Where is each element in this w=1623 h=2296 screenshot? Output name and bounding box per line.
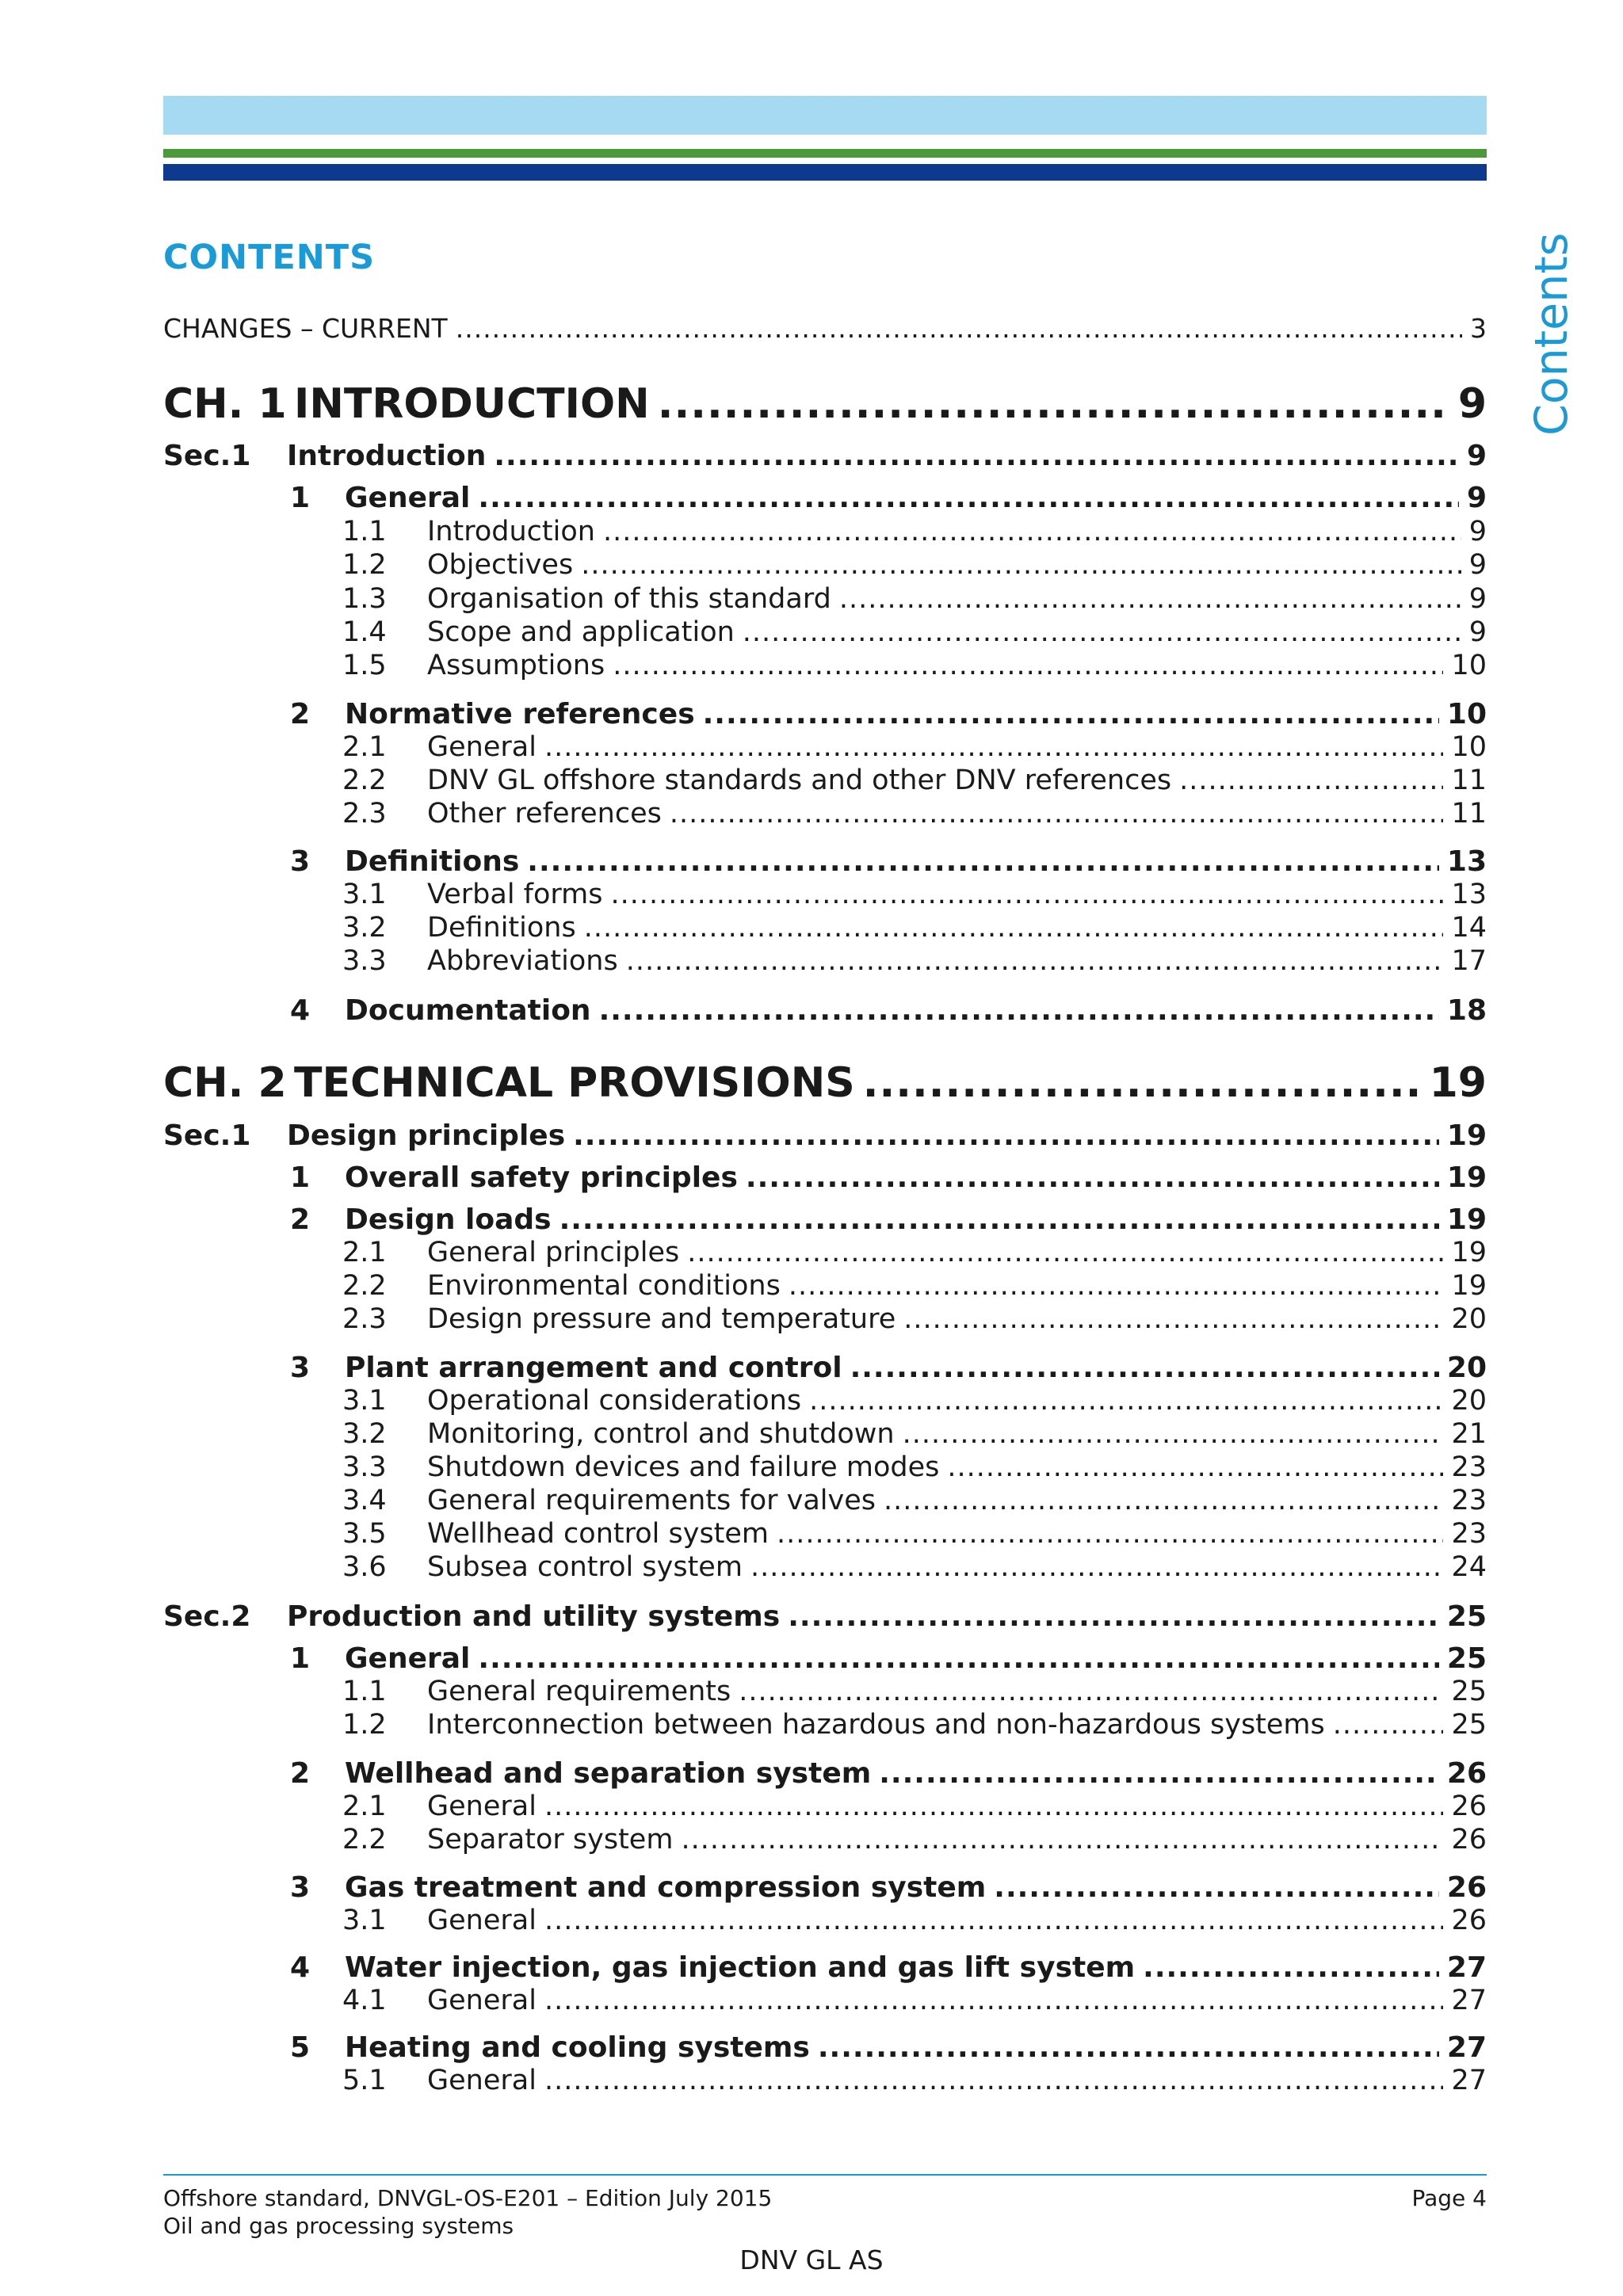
- toc-entry-number: 3.1: [342, 1905, 387, 1936]
- toc-entry-number: Sec.2: [163, 1600, 251, 1633]
- toc-entry-title: Wellhead control system: [427, 1518, 769, 1550]
- toc-entry-page: 23: [1451, 1518, 1487, 1550]
- footer-page-number: Page 4: [1411, 2185, 1487, 2211]
- toc-entry-number: 3.1: [342, 1385, 387, 1417]
- toc-entry-page: 23: [1451, 1485, 1487, 1516]
- toc-entry-item[interactable]: [163, 1757, 1487, 1790]
- toc-dot-leader: [581, 549, 1461, 581]
- toc-entry-sub[interactable]: [163, 1676, 1487, 1707]
- toc-entry-number: 2.3: [342, 1303, 387, 1335]
- toc-entry-title: General principles: [427, 1237, 680, 1268]
- toc-entry-page: 9: [1457, 380, 1487, 428]
- toc-entry-number: 1.1: [342, 516, 387, 547]
- toc-entry-number: Sec.1: [163, 440, 251, 472]
- toc-entry-page: 26: [1451, 1905, 1487, 1936]
- toc-entry-sub[interactable]: [163, 1451, 1487, 1483]
- table-of-contents: [163, 0, 1487, 2296]
- toc-entry-title: General: [427, 2065, 537, 2096]
- toc-dot-leader: [1143, 1951, 1439, 1984]
- toc-entry-number: 3: [290, 1352, 311, 1384]
- toc-entry-title: General: [345, 1642, 471, 1675]
- toc-entry-item[interactable]: [163, 698, 1487, 730]
- toc-entry-sub[interactable]: [163, 1485, 1487, 1516]
- toc-entry-item[interactable]: [163, 1203, 1487, 1236]
- toc-entry-page: 3: [1470, 313, 1487, 344]
- toc-entry-title: Shutdown devices and failure modes: [427, 1451, 940, 1483]
- toc-entry-sub[interactable]: [163, 2065, 1487, 2096]
- toc-entry-item[interactable]: [163, 1951, 1487, 1984]
- toc-dot-leader: [544, 731, 1444, 763]
- toc-entry-number: 1.2: [342, 1709, 387, 1741]
- toc-entry-page: 26: [1451, 1824, 1487, 1855]
- toc-entry-title: General requirements for valves: [427, 1485, 876, 1516]
- toc-entry-page: 9: [1466, 440, 1487, 472]
- toc-entry-page: 11: [1451, 798, 1487, 830]
- toc-dot-leader: [1179, 765, 1443, 796]
- toc-entry-changes[interactable]: [163, 313, 1487, 344]
- toc-entry-page: 26: [1446, 1871, 1487, 1904]
- toc-entry-number: 1.4: [342, 616, 387, 648]
- toc-entry-title: Definitions: [427, 912, 576, 944]
- toc-entry-title: Organisation of this standard: [427, 583, 831, 615]
- toc-entry-title: Definitions: [345, 845, 520, 878]
- toc-dot-leader: [544, 1985, 1444, 2016]
- toc-dot-leader: [947, 1451, 1443, 1483]
- toc-entry-page: 19: [1451, 1237, 1487, 1268]
- toc-entry-sub[interactable]: [163, 1237, 1487, 1268]
- toc-dot-leader: [670, 798, 1444, 830]
- toc-entry-page: 9: [1468, 516, 1487, 547]
- toc-entry-sub[interactable]: [163, 912, 1487, 944]
- toc-entry-title: Verbal forms: [427, 879, 603, 910]
- toc-entry-title: Assumptions: [427, 650, 605, 681]
- toc-entry-page: 19: [1429, 1059, 1487, 1107]
- toc-entry-number: 1.2: [342, 549, 387, 581]
- toc-entry-chapter[interactable]: [163, 380, 1487, 428]
- footer-standard-title: Offshore standard, DNVGL-OS-E201 – Edition July 2015: [163, 2185, 773, 2211]
- toc-entry-title: Documentation: [345, 994, 591, 1027]
- toc-entry-title: Design pressure and temperature: [427, 1303, 896, 1335]
- toc-entry-title: Overall safety principles: [345, 1161, 738, 1194]
- toc-entry-page: 20: [1446, 1352, 1487, 1384]
- toc-dot-leader: [818, 2031, 1439, 2064]
- footer-document-subtitle: Oil and gas processing systems: [163, 2213, 514, 2239]
- toc-entry-sub[interactable]: [163, 1985, 1487, 2016]
- toc-dot-leader: [573, 1119, 1439, 1152]
- toc-entry-page: 25: [1451, 1676, 1487, 1707]
- toc-entry-item[interactable]: [163, 1642, 1487, 1675]
- toc-entry-page: 9: [1466, 482, 1487, 514]
- toc-entry-section[interactable]: [163, 1119, 1487, 1152]
- toc-entry-title: Scope and application: [427, 616, 735, 648]
- toc-dot-leader: [750, 1551, 1444, 1583]
- toc-entry-section[interactable]: [163, 1600, 1487, 1633]
- toc-entry-number: 2.1: [342, 1237, 387, 1268]
- toc-dot-leader: [559, 1203, 1439, 1236]
- toc-entry-title: Subsea control system: [427, 1551, 743, 1583]
- toc-entry-number: 3.2: [342, 912, 387, 944]
- toc-entry-item[interactable]: [163, 994, 1487, 1027]
- toc-dot-leader: [879, 1757, 1439, 1790]
- toc-entry-page: 19: [1446, 1203, 1487, 1236]
- toc-entry-sub[interactable]: [163, 1303, 1487, 1335]
- toc-dot-leader: [544, 1791, 1444, 1822]
- toc-entry-title: Gas treatment and compression system: [345, 1871, 987, 1904]
- toc-entry-page: 20: [1451, 1303, 1487, 1335]
- toc-entry-title: Water injection, gas injection and gas lift system: [345, 1951, 1136, 1984]
- toc-dot-leader: [626, 945, 1444, 977]
- toc-entry-number: 1: [290, 1642, 311, 1675]
- toc-dot-leader: [788, 1600, 1439, 1633]
- toc-dot-leader: [903, 1303, 1443, 1335]
- toc-entry-page: 10: [1451, 650, 1487, 681]
- toc-entry-page: 14: [1451, 912, 1487, 944]
- toc-entry-sub[interactable]: [163, 1518, 1487, 1550]
- toc-entry-title: Operational considerations: [427, 1385, 802, 1417]
- toc-dot-leader: [739, 1676, 1443, 1707]
- toc-entry-sub[interactable]: [163, 798, 1487, 830]
- toc-entry-title: Design loads: [345, 1203, 552, 1236]
- toc-entry-number: 1.3: [342, 583, 387, 615]
- toc-entry-number: 4: [290, 1951, 311, 1984]
- toc-entry-page: 19: [1446, 1161, 1487, 1194]
- toc-dot-leader: [527, 845, 1439, 878]
- toc-dot-leader: [456, 313, 1462, 344]
- toc-entry-page: 13: [1451, 879, 1487, 910]
- toc-entry-page: 9: [1468, 549, 1487, 581]
- toc-entry-number: 3.4: [342, 1485, 387, 1516]
- toc-dot-leader: [1333, 1709, 1444, 1741]
- toc-dot-leader: [681, 1824, 1443, 1855]
- toc-entry-page: 27: [1451, 2065, 1487, 2096]
- toc-dot-leader: [850, 1352, 1439, 1384]
- toc-entry-page: 24: [1451, 1551, 1487, 1583]
- toc-entry-title: General: [427, 1905, 537, 1936]
- toc-entry-title: CHANGES – CURRENT: [163, 313, 448, 344]
- toc-entry-sub[interactable]: [163, 1418, 1487, 1450]
- toc-entry-page: 18: [1446, 994, 1487, 1027]
- toc-entry-sub[interactable]: [163, 1791, 1487, 1822]
- toc-entry-title: Normative references: [345, 698, 695, 730]
- toc-entry-page: 20: [1451, 1385, 1487, 1417]
- toc-entry-number: 3.1: [342, 879, 387, 910]
- toc-entry-page: 9: [1468, 583, 1487, 615]
- toc-dot-leader: [746, 1161, 1439, 1194]
- toc-entry-number: CH. 1: [163, 380, 287, 428]
- toc-entry-number: 2.1: [342, 1791, 387, 1822]
- toc-entry-page: 27: [1446, 2031, 1487, 2064]
- toc-entry-title: Heating and cooling systems: [345, 2031, 810, 2064]
- toc-entry-number: 3.6: [342, 1551, 387, 1583]
- toc-entry-page: 9: [1468, 616, 1487, 648]
- toc-entry-sub[interactable]: [163, 549, 1487, 581]
- toc-entry-title: Separator system: [427, 1824, 674, 1855]
- toc-entry-page: 27: [1451, 1985, 1487, 2016]
- toc-entry-number: CH. 2: [163, 1059, 287, 1107]
- toc-entry-sub[interactable]: [163, 879, 1487, 910]
- toc-entry-number: 3.3: [342, 1451, 387, 1483]
- toc-entry-item[interactable]: [163, 1161, 1487, 1194]
- toc-dot-leader: [863, 1059, 1422, 1107]
- toc-entry-number: 3: [290, 845, 311, 878]
- toc-entry-number: 2.1: [342, 731, 387, 763]
- toc-entry-sub[interactable]: [163, 1709, 1487, 1741]
- toc-dot-leader: [584, 912, 1444, 944]
- toc-entry-title: General requirements: [427, 1676, 731, 1707]
- toc-entry-number: 5: [290, 2031, 311, 2064]
- toc-dot-leader: [544, 1905, 1444, 1936]
- toc-entry-number: 2.2: [342, 1270, 387, 1302]
- toc-entry-number: 4.1: [342, 1985, 387, 2016]
- toc-dot-leader: [903, 1418, 1444, 1450]
- toc-entry-sub[interactable]: [163, 731, 1487, 763]
- toc-entry-title: Other references: [427, 798, 662, 830]
- toc-entry-number: 5.1: [342, 2065, 387, 2096]
- toc-dot-leader: [884, 1485, 1443, 1516]
- toc-entry-item[interactable]: [163, 482, 1487, 514]
- toc-entry-page: 10: [1451, 731, 1487, 763]
- toc-dot-leader: [613, 650, 1443, 681]
- toc-dot-leader: [777, 1518, 1443, 1550]
- toc-entry-page: 21: [1451, 1418, 1487, 1450]
- toc-entry-item[interactable]: [163, 845, 1487, 878]
- toc-entry-number: 1.5: [342, 650, 387, 681]
- toc-entry-item[interactable]: [163, 1352, 1487, 1384]
- toc-entry-title: INTRODUCTION: [294, 380, 650, 428]
- toc-entry-page: 11: [1451, 765, 1487, 796]
- toc-entry-title: Plant arrangement and control: [345, 1352, 842, 1384]
- toc-entry-number: 3.2: [342, 1418, 387, 1450]
- toc-entry-number: Sec.1: [163, 1119, 251, 1152]
- side-tab-label: Contents: [1526, 232, 1578, 436]
- contents-heading: CONTENTS: [163, 238, 376, 277]
- toc-entry-number: 1.1: [342, 1676, 387, 1707]
- toc-entry-number: 2: [290, 698, 311, 730]
- toc-entry-title: General: [427, 1985, 537, 2016]
- toc-dot-leader: [544, 2065, 1444, 2096]
- toc-entry-number: 2.2: [342, 1824, 387, 1855]
- toc-dot-leader: [478, 1642, 1438, 1675]
- toc-entry-title: General: [345, 482, 471, 514]
- toc-entry-sub[interactable]: [163, 1905, 1487, 1936]
- toc-dot-leader: [743, 616, 1461, 648]
- toc-entry-title: Interconnection between hazardous and non-hazardous systems: [427, 1709, 1325, 1741]
- toc-entry-title: General: [427, 731, 537, 763]
- toc-entry-title: DNV GL offshore standards and other DNV references: [427, 765, 1172, 796]
- toc-entry-number: 2.3: [342, 798, 387, 830]
- toc-entry-number: 1: [290, 1161, 311, 1194]
- footer-company-name: DNV GL AS: [739, 2245, 884, 2275]
- toc-entry-number: 4: [290, 994, 311, 1027]
- toc-entry-sub[interactable]: [163, 1551, 1487, 1583]
- toc-entry-item[interactable]: [163, 1871, 1487, 1904]
- toc-entry-page: 25: [1446, 1642, 1487, 1675]
- toc-dot-leader: [599, 994, 1439, 1027]
- toc-entry-page: 26: [1446, 1757, 1487, 1790]
- toc-entry-title: Design principles: [287, 1119, 566, 1152]
- toc-entry-title: Introduction: [427, 516, 595, 547]
- toc-entry-title: Objectives: [427, 549, 574, 581]
- toc-entry-number: 1: [290, 482, 311, 514]
- toc-entry-sub[interactable]: [163, 516, 1487, 547]
- toc-entry-sub[interactable]: [163, 1385, 1487, 1417]
- toc-dot-leader: [478, 482, 1459, 514]
- toc-entry-title: Wellhead and separation system: [345, 1757, 872, 1790]
- toc-dot-leader: [839, 583, 1461, 615]
- toc-entry-page: 17: [1451, 945, 1487, 977]
- toc-entry-page: 19: [1446, 1119, 1487, 1152]
- toc-dot-leader: [809, 1385, 1443, 1417]
- toc-dot-leader: [687, 1237, 1443, 1268]
- toc-dot-leader: [789, 1270, 1444, 1302]
- toc-entry-page: 19: [1451, 1270, 1487, 1302]
- toc-entry-page: 23: [1451, 1451, 1487, 1483]
- toc-entry-title: Production and utility systems: [287, 1600, 781, 1633]
- toc-entry-page: 27: [1446, 1951, 1487, 1984]
- toc-entry-section[interactable]: [163, 440, 1487, 472]
- toc-entry-sub[interactable]: [163, 583, 1487, 615]
- toc-entry-title: Introduction: [287, 440, 487, 472]
- toc-entry-sub[interactable]: [163, 1270, 1487, 1302]
- toc-entry-sub[interactable]: [163, 765, 1487, 796]
- toc-entry-sub[interactable]: [163, 1824, 1487, 1855]
- toc-entry-title: Monitoring, control and shutdown: [427, 1418, 895, 1450]
- toc-dot-leader: [703, 698, 1439, 730]
- toc-entry-page: 25: [1451, 1709, 1487, 1741]
- toc-entry-item[interactable]: [163, 2031, 1487, 2064]
- toc-entry-title: TECHNICAL PROVISIONS: [294, 1059, 855, 1107]
- toc-entry-sub[interactable]: [163, 616, 1487, 648]
- toc-entry-sub[interactable]: [163, 650, 1487, 681]
- toc-entry-page: 26: [1451, 1791, 1487, 1822]
- toc-entry-sub[interactable]: [163, 945, 1487, 977]
- toc-dot-leader: [494, 440, 1459, 472]
- toc-dot-leader: [603, 516, 1461, 547]
- toc-entry-number: 2.2: [342, 765, 387, 796]
- toc-entry-title: General: [427, 1791, 537, 1822]
- toc-entry-chapter[interactable]: [163, 1059, 1487, 1107]
- toc-dot-leader: [994, 1871, 1439, 1904]
- toc-dot-leader: [611, 879, 1444, 910]
- toc-entry-title: Environmental conditions: [427, 1270, 781, 1302]
- toc-entry-number: 2: [290, 1203, 311, 1236]
- toc-entry-number: 3: [290, 1871, 311, 1904]
- toc-entry-number: 3.3: [342, 945, 387, 977]
- toc-entry-title: Abbreviations: [427, 945, 618, 977]
- toc-entry-number: 2: [290, 1757, 311, 1790]
- toc-entry-page: 13: [1446, 845, 1487, 878]
- toc-entry-number: 3.5: [342, 1518, 387, 1550]
- toc-entry-page: 10: [1446, 698, 1487, 730]
- footer-rule: [163, 2174, 1487, 2176]
- toc-entry-page: 25: [1446, 1600, 1487, 1633]
- toc-dot-leader: [658, 380, 1450, 428]
